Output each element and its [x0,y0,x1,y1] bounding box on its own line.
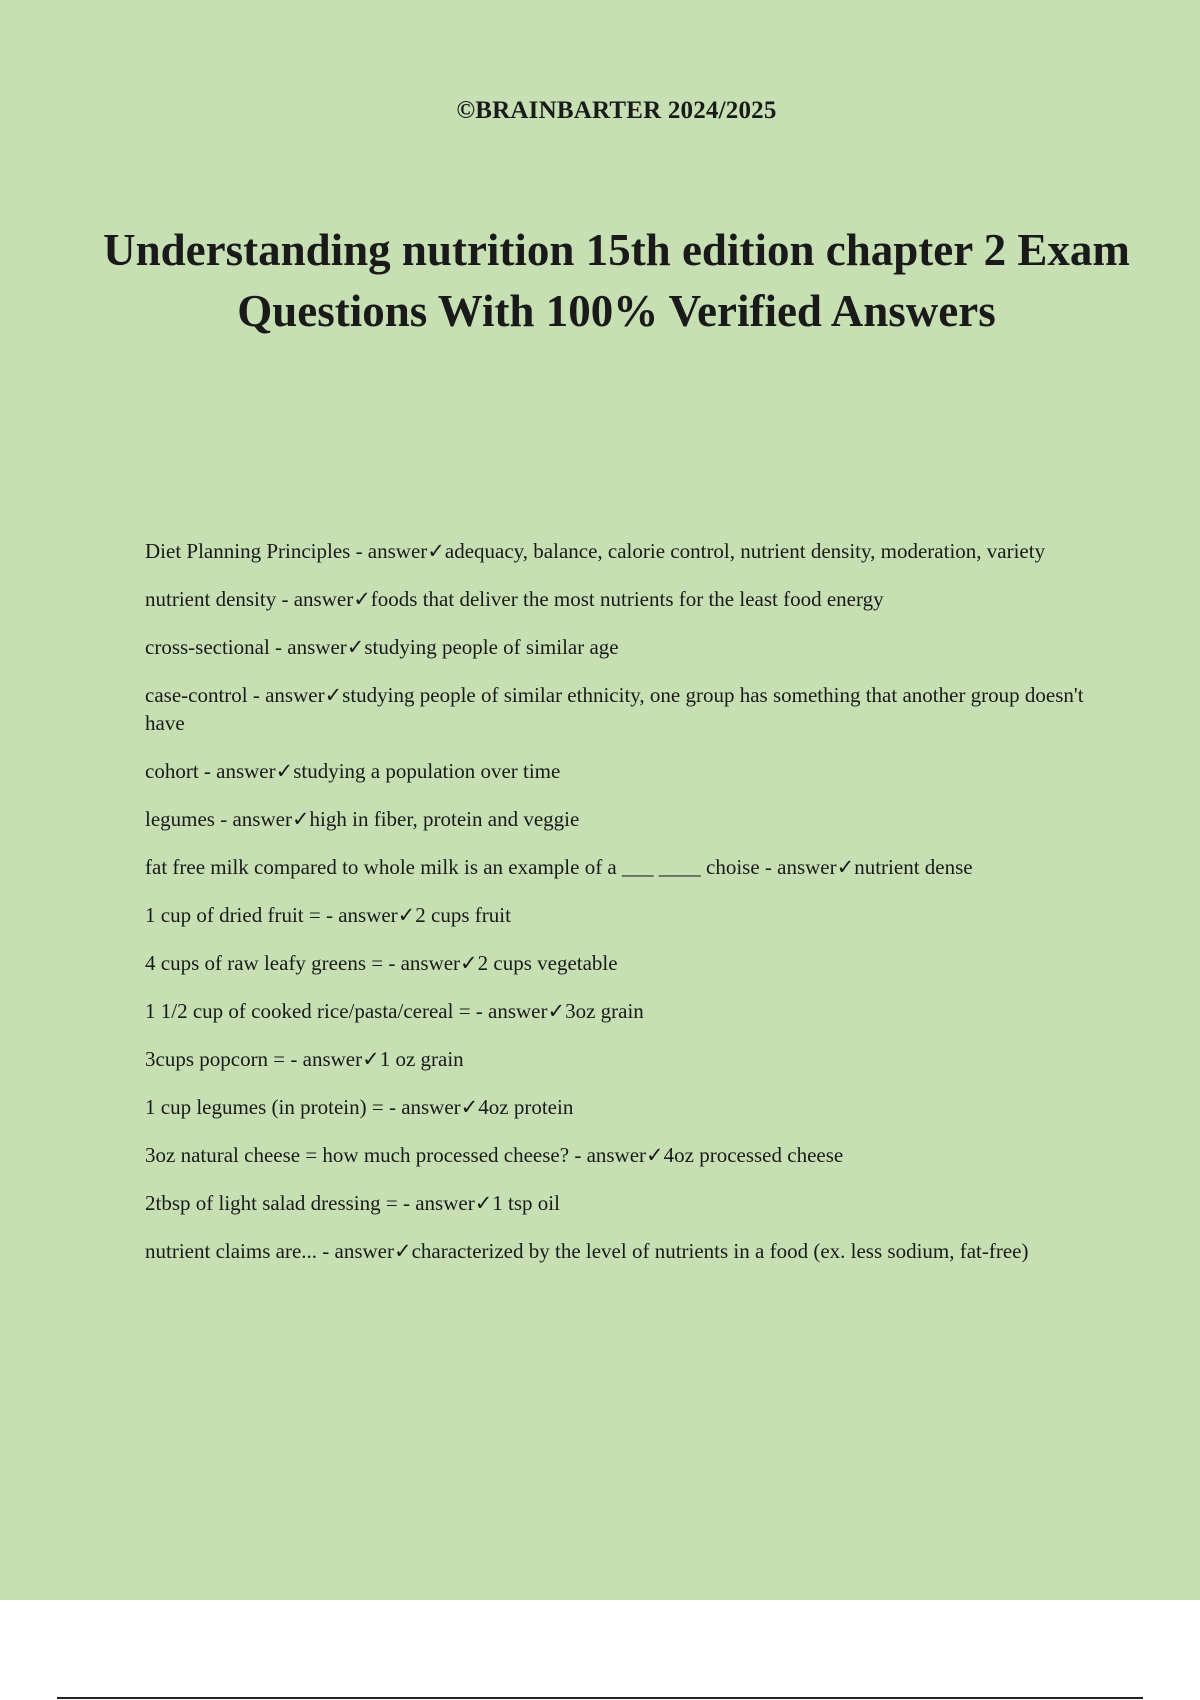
qa-item: nutrient claims are... - answer✓characterized by the level of nutrients in a food (ex. less sodium, fat-free) [145,1239,1029,1263]
footer-divider [57,1697,1143,1699]
qa-item: 4 cups of raw leafy greens = - answer✓2 cups vegetable [145,951,618,975]
qa-item: 1 cup of dried fruit = - answer✓2 cups fruit [145,903,511,927]
qa-item: 1 cup legumes (in protein) = - answer✓4oz protein [145,1095,574,1119]
qa-item: 2tbsp of light salad dressing = - answer✓1 tsp oil [145,1191,560,1215]
qa-item: legumes - answer✓high in fiber, protein and veggie [145,807,580,831]
qa-item: 1 1/2 cup of cooked rice/pasta/cereal = - answer✓3oz grain [145,999,644,1023]
qa-list [145,537,1090,1285]
qa-item: cohort - answer✓studying a population over time [145,759,561,783]
qa-item: Diet Planning Principles - answer✓adequacy, balance, calorie control, nutrient density, moderation, variety [145,539,1046,563]
qa-item: nutrient density - answer✓foods that deliver the most nutrients for the least food energy [145,587,884,611]
qa-item: fat free milk compared to whole milk is an example of a ___ ____ choise - answer✓nutrient dense [145,855,973,879]
qa-item: cross-sectional - answer✓studying people of similar age [145,635,619,659]
qa-item: 3oz natural cheese = how much processed cheese? - answer✓4oz processed cheese [145,1143,844,1167]
qa-item: 3cups popcorn = - answer✓1 oz grain [145,1047,464,1071]
qa-item: case-control - answer✓studying people of similar ethnicity, one group has something that another group doesn't have [145,683,1084,735]
copyright-header: ©BRAINBARTER 2024/2025 [456,97,777,124]
document-title: Understanding nutrition 15th edition chapter 2 Exam Questions With 100% Verified Answers [103,225,1130,336]
